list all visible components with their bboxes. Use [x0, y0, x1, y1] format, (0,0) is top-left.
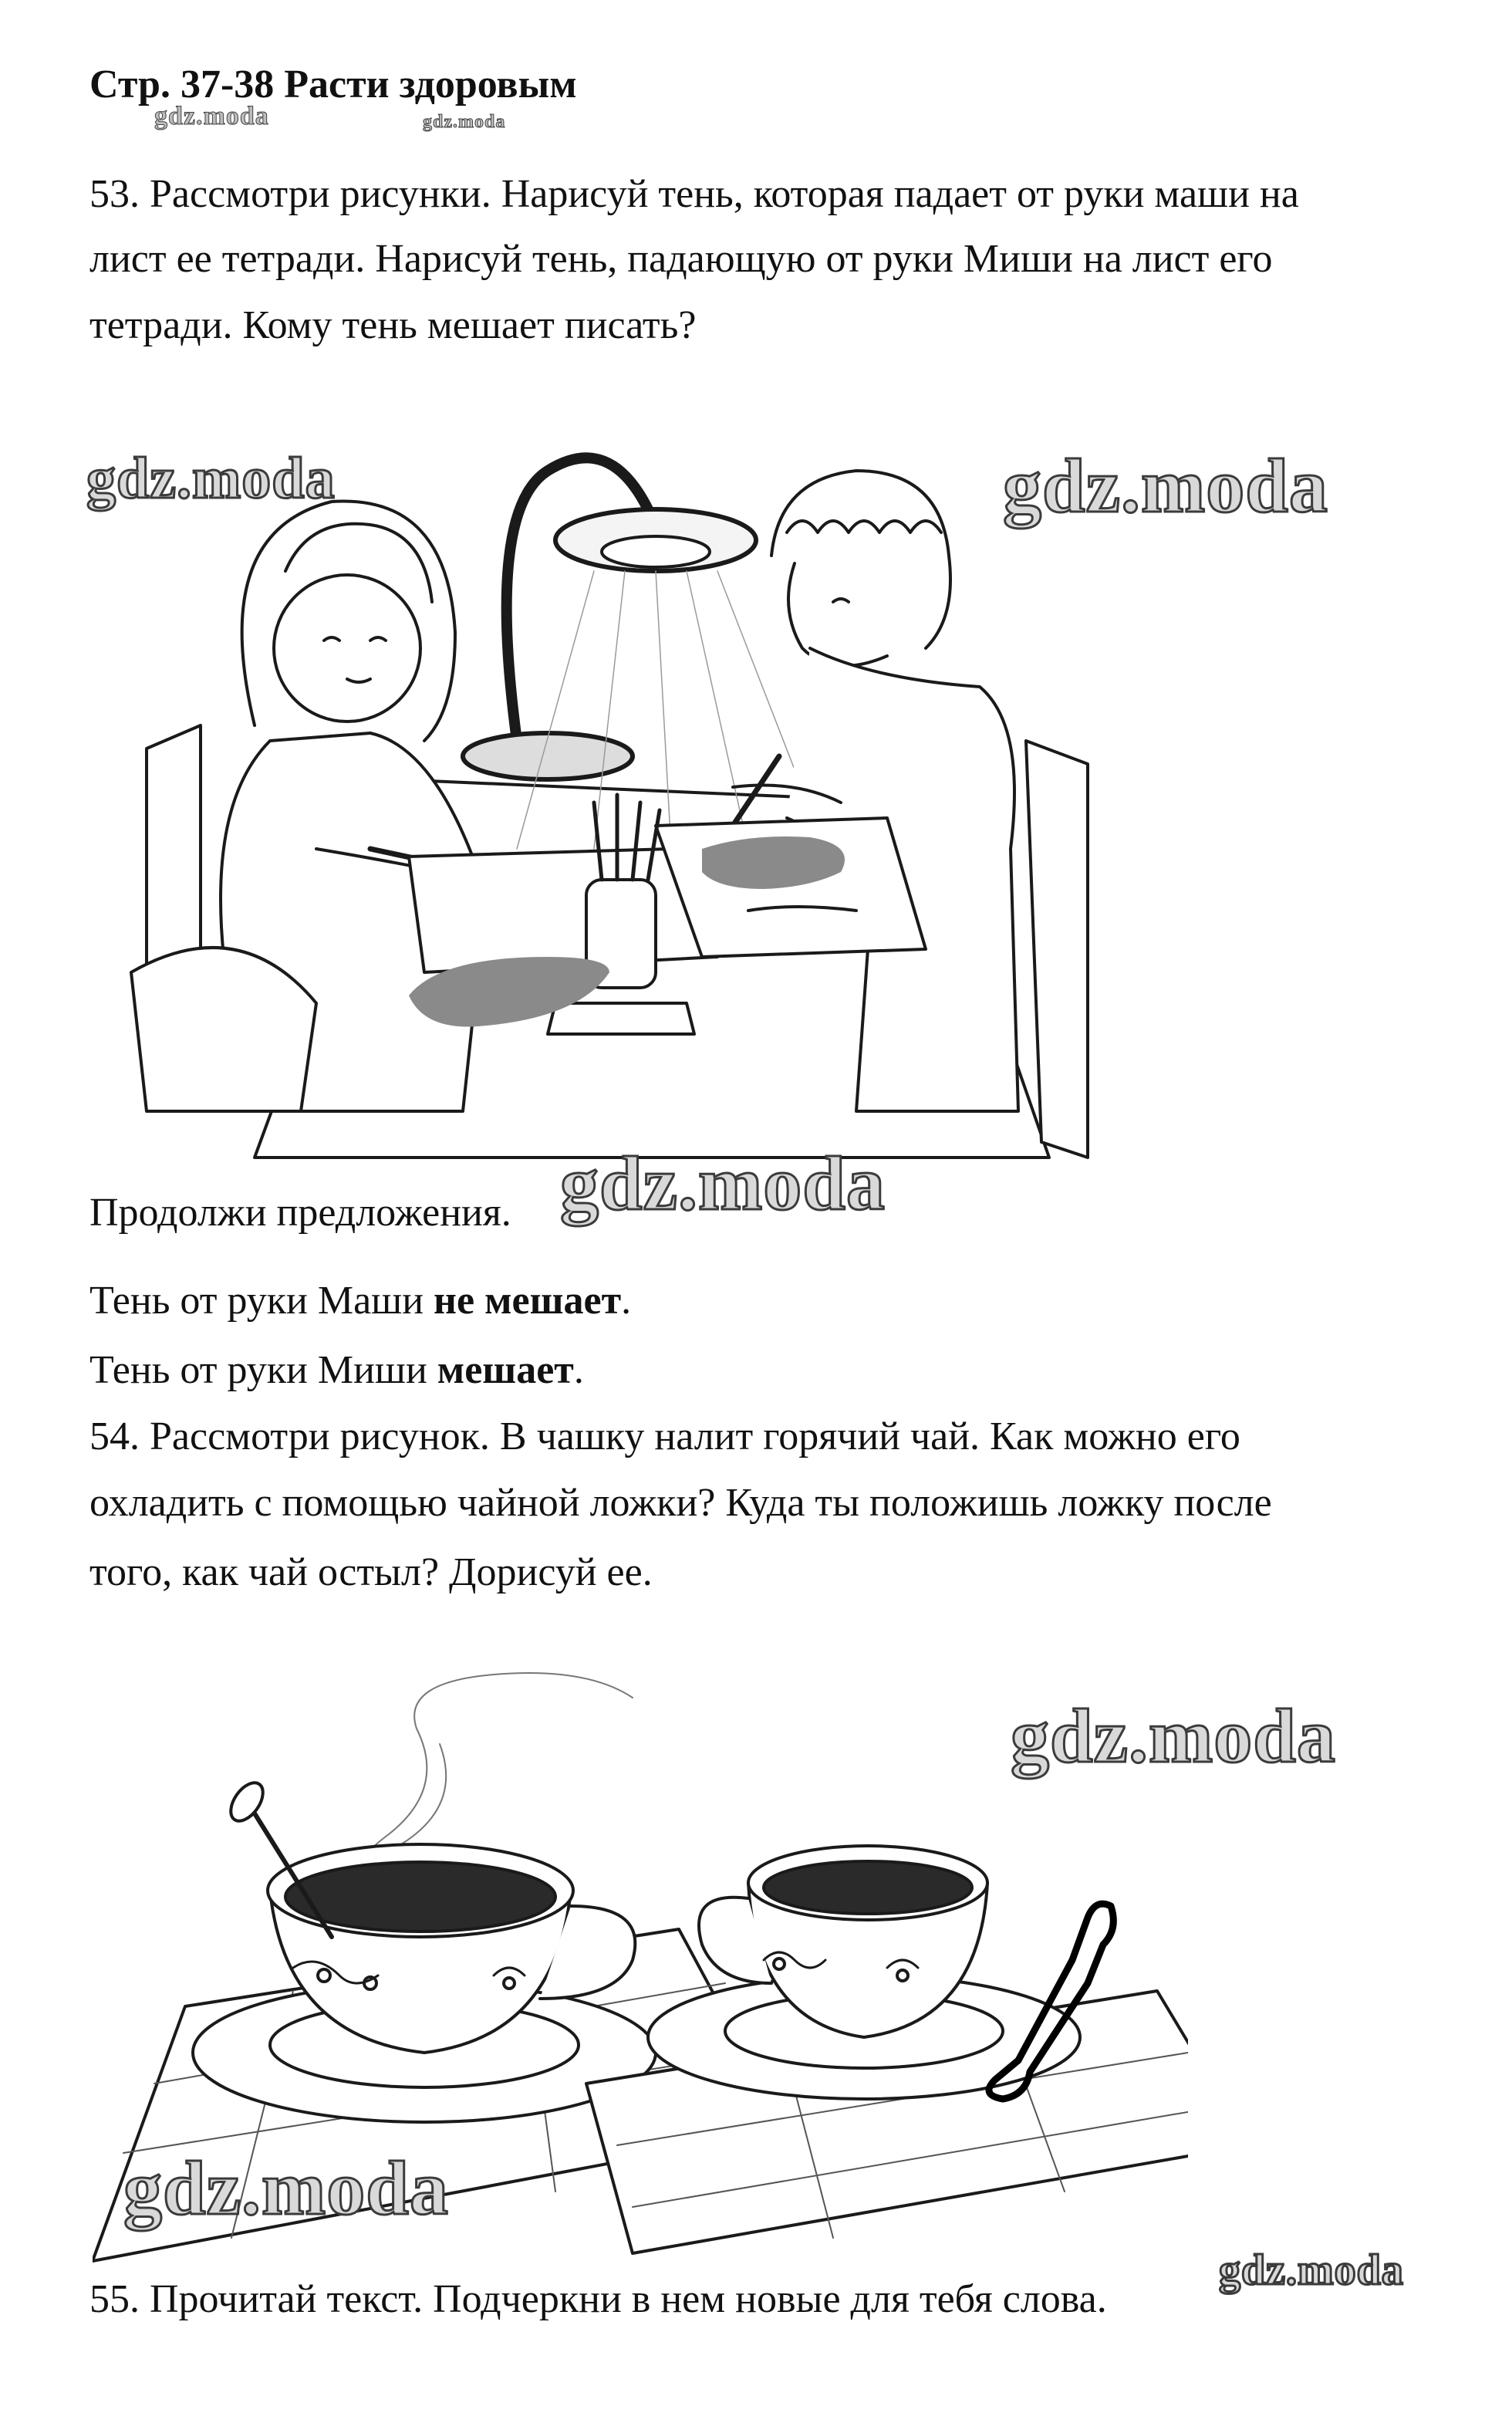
- answer-misha-bold: мешает: [437, 1348, 574, 1392]
- watermark: gdz.moda: [123, 2145, 449, 2231]
- answer-misha-suffix: .: [573, 1348, 584, 1392]
- answer-masha: [89, 1281, 631, 1321]
- task53-line2: лист ее тетради. Нарисуй тень, падающую от руки Миши на лист его: [89, 237, 1273, 281]
- watermark: gdz.moda: [1219, 2246, 1404, 2294]
- answer-masha-prefix: Тень от руки Маши: [89, 1279, 434, 1323]
- task53-line1: 53. Рассмотри рисунки. Нарисуй тень, которая падает от руки маши на: [89, 172, 1299, 216]
- task53-line3: тетради. Кому тень мешает писать?: [89, 303, 697, 347]
- watermark: gdz.moda: [1011, 1693, 1336, 1779]
- watermark: gdz.moda: [560, 1141, 886, 1226]
- watermark: gdz.moda: [154, 102, 269, 130]
- page-title: Стр. 37-38 Расти здоровым: [89, 63, 577, 106]
- task54-line1: 54. Рассмотри рисунок. В чашку налит горячий чай. Как можно его: [89, 1414, 1240, 1458]
- watermark: gdz.moda: [423, 112, 506, 132]
- task55-line1: 55. Прочитай текст. Подчеркни в нем новые для тебя слова.: [89, 2277, 1107, 2321]
- continue-prompt: Продолжи предложения.: [89, 1191, 511, 1235]
- task54-line3: того, как чай остыл? Дорисуй ее.: [89, 1550, 653, 1594]
- answer-masha-bold: не мешает: [434, 1279, 622, 1323]
- answer-masha-suffix: .: [621, 1279, 632, 1323]
- children-at-desk-illustration: [116, 417, 1134, 1173]
- answer-misha: [89, 1350, 584, 1391]
- watermark: gdz.moda: [86, 446, 336, 511]
- watermark: gdz.moda: [1003, 443, 1328, 529]
- answer-misha-prefix: Тень от руки Миши: [89, 1348, 437, 1392]
- task54-line2: охладить с помощью чайной ложки? Куда ты положишь ложку после: [89, 1481, 1272, 1525]
